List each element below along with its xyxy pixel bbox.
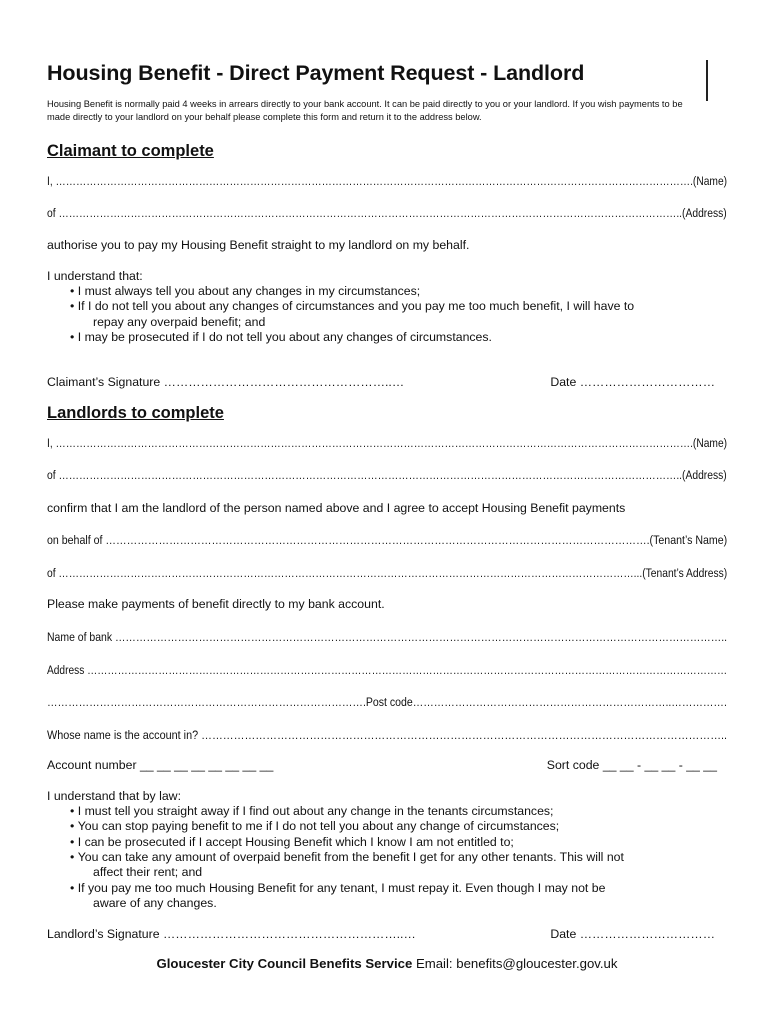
- list-item: • If I do not tell you about any changes of circumstances and you pay me too much benefit, I will have to: [47, 299, 727, 314]
- list-item: • You can take any amount of overpaid benefit from the benefit I get for any other tenants. This will not: [47, 850, 727, 865]
- landlord-signature-row: [47, 926, 727, 942]
- list-item: • You can stop paying benefit to me if I do not tell you about any change of circumstances;: [47, 819, 727, 834]
- claimant-authorise-text: authorise you to pay my Housing Benefit straight to my landlord on my behalf.: [47, 238, 470, 252]
- postcode-field[interactable]: ……………………………………………………………………………….Post code………………………………………………………………..…………….: [47, 695, 727, 710]
- account-number-field[interactable]: Account number __ __ __ __ __ __ __ __: [47, 758, 274, 773]
- tenant-name-field[interactable]: on behalf of ……………………………………………………………………………………………………………………………………….(Tenant’s Name): [47, 533, 728, 548]
- claimant-signature-field[interactable]: Claimant’s Signature ………………………………………………..…: [47, 375, 405, 390]
- form-page: [47, 58, 727, 971]
- claimant-bullets: [47, 284, 727, 345]
- landlord-heading: Landlords to complete: [47, 404, 224, 423]
- landlord-address-field[interactable]: of ………………………………………………………………………………………………………………………………………………………………..(Address): [47, 468, 727, 483]
- claimant-understand-text: I understand that:: [47, 269, 143, 283]
- account-row: [47, 757, 727, 773]
- landlord-confirm-text: confirm that I am the landlord of the person named above and I agree to accept Housing Benefit payments: [47, 501, 626, 516]
- claimant-heading: Claimant to complete: [47, 142, 214, 160]
- list-item: • If you pay me too much Housing Benefit for any tenant, I must repay it. Even though I may not be: [47, 881, 727, 896]
- intro-text: Housing Benefit is normally paid 4 weeks in arrears directly to your bank account. It can be paid directly to you or your landlord. If you wish payments to be made directly to your landlord on your behalf please complete this form and return it to the address below.: [47, 99, 683, 122]
- claimant-signature-row: [47, 374, 727, 390]
- landlord-understand-text: I understand that by law:: [47, 789, 181, 804]
- payments-text: Please make payments of benefit directly to my bank account.: [47, 597, 385, 612]
- bank-name-field[interactable]: Name of bank …………………………………………………………………………………………………………………………………………………………..: [47, 630, 728, 645]
- page-title: Housing Benefit - Direct Payment Request - Landlord: [47, 61, 585, 85]
- list-item: • I can be prosecuted if I accept Housing Benefit which I know I am not entitled to;: [47, 835, 727, 850]
- bank-address-field[interactable]: Address ………………………………………………………………………………………………………………………………………………………………………: [47, 663, 728, 678]
- claimant-date-field[interactable]: Date ……………………………: [550, 375, 715, 390]
- landlord-date-field[interactable]: Date ……………………………: [550, 927, 715, 942]
- landlord-bullets: [47, 804, 727, 911]
- claimant-address-field[interactable]: of ………………………………………………………………………………………………………………………………………………………………..(Address): [47, 206, 727, 220]
- list-item-continuation: repay any overpaid benefit; and: [93, 314, 266, 329]
- footer-email[interactable]: Email: benefits@gloucester.gov.uk: [412, 956, 618, 972]
- sort-code-field[interactable]: Sort code __ __ - __ __ - __ __: [546, 758, 717, 773]
- list-item: • I must tell you straight away if I find out about any change in the tenants circumstances;: [47, 804, 727, 819]
- tenant-address-field[interactable]: of ……………………………………………………………………………………………………………………………………………………...(Tenant’s Address): [47, 566, 728, 581]
- footer-org: Gloucester City Council Benefits Service: [156, 956, 413, 972]
- account-name-field[interactable]: Whose name is the account in? ………………………………………………………………………………………………………………………………..: [47, 728, 728, 743]
- footer: [47, 956, 727, 971]
- claimant-name-field[interactable]: I, …………………………………………………………………………………………………………………………………………………………………….(Name): [47, 174, 728, 188]
- landlord-signature-field[interactable]: Landlord’s Signature …………………………………………………..…: [47, 927, 416, 942]
- list-item-continuation: affect their rent; and: [93, 865, 203, 880]
- landlord-name-field[interactable]: I, …………………………………………………………………………………………………………………………………………………………………….(Name): [47, 436, 728, 451]
- list-item: • I may be prosecuted if I do not tell you about any changes of circumstances.: [47, 330, 727, 345]
- list-item-continuation: aware of any changes.: [93, 895, 217, 910]
- list-item: • I must always tell you about any changes in my circumstances;: [47, 284, 727, 299]
